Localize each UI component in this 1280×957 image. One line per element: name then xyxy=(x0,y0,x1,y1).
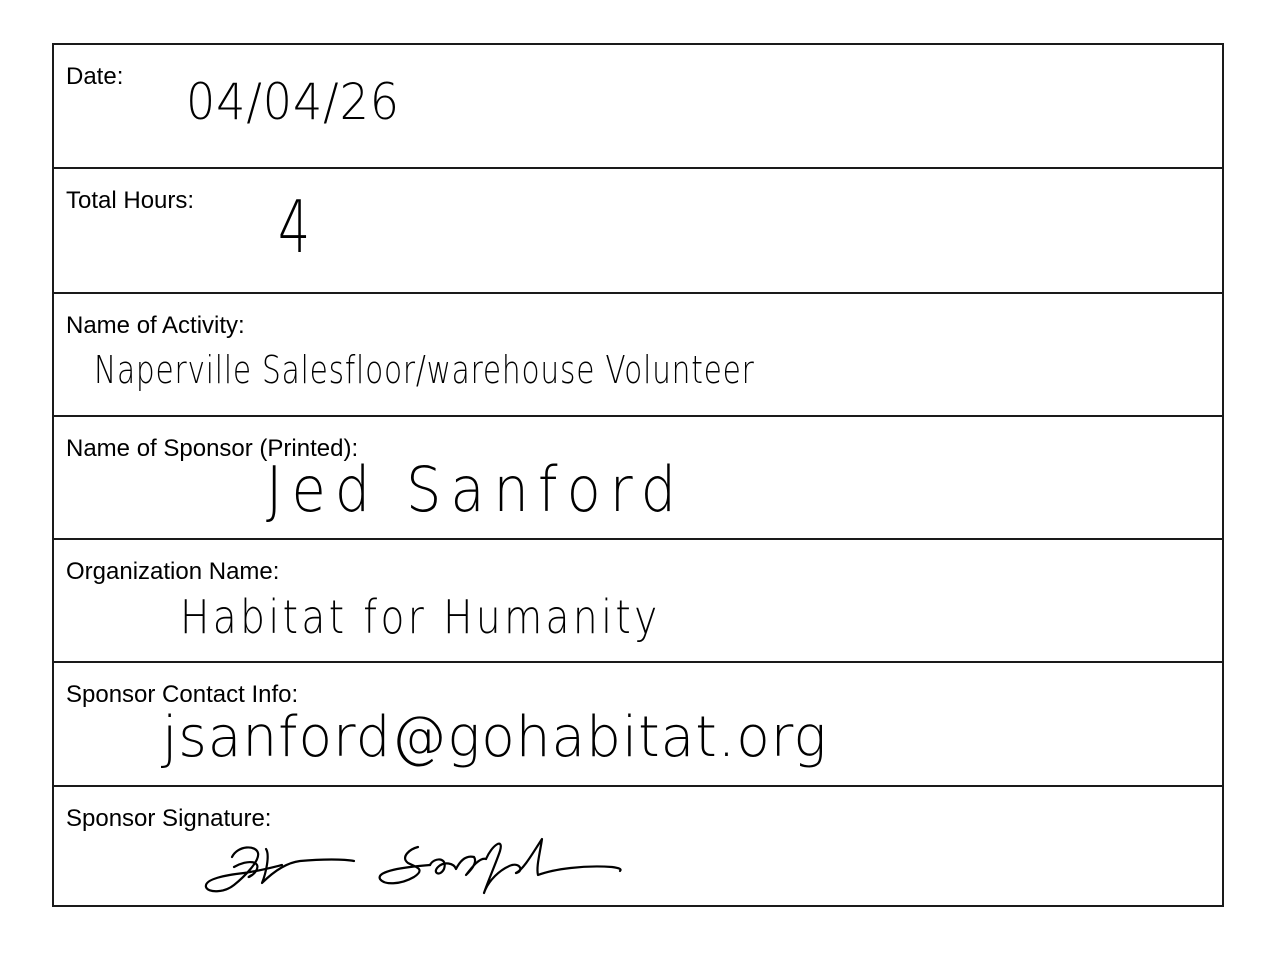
sponsor-name-value: Jed Sanford xyxy=(266,453,686,526)
signature-scribble xyxy=(204,827,624,902)
signature-label: Sponsor Signature: xyxy=(66,805,272,832)
contact-info-label: Sponsor Contact Info: xyxy=(66,681,299,708)
organization-row xyxy=(54,540,1222,663)
volunteer-hours-form xyxy=(52,43,1224,907)
activity-row xyxy=(54,294,1222,417)
signature-row xyxy=(54,787,1222,905)
organization-label: Organization Name: xyxy=(66,558,280,585)
date-value: 04/04/26 xyxy=(186,73,400,131)
total-hours-label: Total Hours: xyxy=(66,187,195,214)
total-hours-value: 4 xyxy=(278,185,311,269)
total-hours-row xyxy=(54,169,1222,294)
date-label: Date: xyxy=(66,63,124,90)
date-row xyxy=(54,45,1222,169)
contact-info-row xyxy=(54,663,1222,787)
contact-info-value: jsanford@gohabitat.org xyxy=(162,705,828,770)
activity-value: Naperville Salesfloor/warehouse Volunteer xyxy=(94,348,755,392)
organization-value: Habitat for Humanity xyxy=(180,590,661,644)
sponsor-name-row xyxy=(54,417,1222,540)
sponsor-name-label: Name of Sponsor (Printed): xyxy=(66,435,359,462)
activity-label: Name of Activity: xyxy=(66,312,245,339)
